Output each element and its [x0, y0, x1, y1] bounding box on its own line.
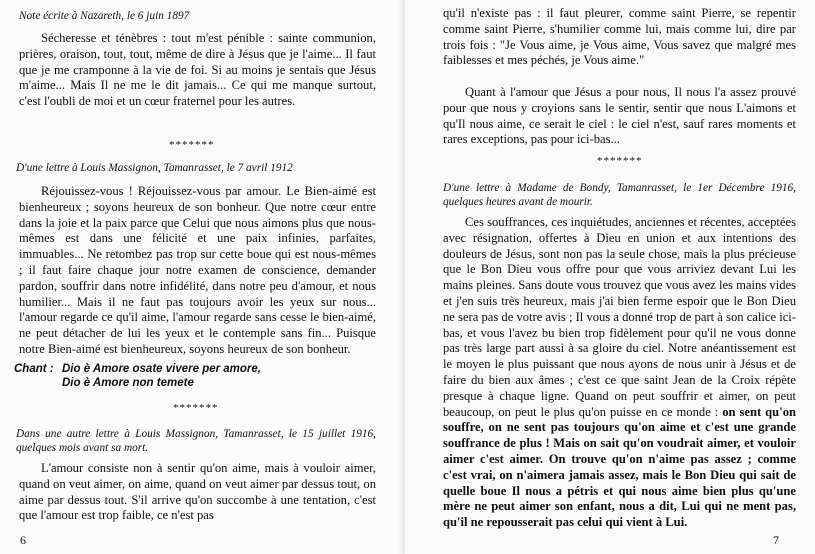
right-paragraph-2: Quant à l'amour que Jésus a pour nous, Il nous l'a assez prouvé pour que nous y croyions sans le sentir, sentir que nous L'aimons et qu'Il nous aime, ce serait le ciel : le ciel n'est, sauf rares moments et rares exceptions, pas pour ici-bas... [443, 85, 796, 147]
left-paragraph-3: L'amour consiste non à sentir qu'on aime, mais à vouloir aimer, quand on veut aimer, on aime, quand on veut aimer par dessus tout, on aime par dessus tout. S'il arrive qu'on succombe à une tentation, c'est que l'amour est trop faible, ce n'est pas [19, 461, 376, 523]
left-heading-2: D'une lettre à Louis Massignon, Tamanrasset, le 7 avril 1912 [16, 162, 293, 174]
right-separator: ******* [597, 155, 643, 167]
right-paragraph-3-text: Ces souffrances, ces inquiétudes, anciennes et récentes, acceptées avec résignation, offertes à Dieu en union et aux intentions des douleurs de Jésus, sont non pas la seule chose, mais la plus précieuse que le Bon Dieu vous offre pour que vous arriviez devant Lui les mains pleines. Sans doute vous trouvez que vous avez les mains vides et j'en suis très heureux, mais j'ai bien ferme espoir que le Bon Dieu ne sera pas de votre avis ; Il vous a donné trop de part à son calice ici-bas, et vous l'avez bu bien trop fidèlement pour qu'il ne vous donne pas très large part aussi à sa gloire du ciel. Notre anéantissement est le moyen le plus puissant que nous ayons de nous unir à Jésus et de faire du bien aux âmes ; c'est ce que saint Jean de la Croix répète presque à chaque ligne. Quand on peut souffrir et aimer, on peut beaucoup, on peut le plus qu'on puisse en ce monde : [443, 215, 796, 419]
right-heading: D'une lettre à Madame de Bondy, Tamanrasset, le 1er Décembre 1916, quelques heures avant de mourir. [443, 182, 796, 208]
right-page-number: 7 [773, 533, 779, 547]
left-paragraph-1: Sécheresse et ténèbres : tout m'est pénible : sainte communion, prières, oraison, tout, tout, même de dire à Jésus que je l'aime... Il faut que je me cramponne à la vie de foi. Si au moins je sentais que Jésus m'aime... Mais Il ne me le dit jamais... Ce qui me manque surtout, c'est l'oubli de moi et un cœur fraternel pour les autres. [19, 31, 376, 109]
left-page-number: 6 [20, 533, 26, 547]
left-page [0, 0, 405, 554]
right-page [405, 0, 815, 554]
chant-line-2: Dio è Amore non temete [62, 377, 194, 389]
right-paragraph-1: qu'il n'existe pas : il faut pleurer, comme saint Pierre, se repentir comme saint Pierre, s'humilier comme lui, mais comme lui, dire par trois fois : "Je Vous aime, je Vous aime, Vous savez que malgré mes faiblesses et mes péchés, je Vous aime." [443, 6, 796, 68]
left-heading-1: Note écrite à Nazareth, le 6 juin 1897 [19, 10, 190, 22]
right-paragraph-3-bold: on sent qu'on souffre, on ne sent pas toujours qu'on aime et c'est une grande souffrance de plus ! Mais on sait qu'on voudrait aimer, et vouloir aimer c'est aimer. On trouve qu'on n'aime pas assez ; comme c'est vrai, on n'aimera jamais assez, mais le Bon Dieu qui sait de quelle boue Il nous a pétris et qui nous aime bien plus qu'une mère ne peut aimer son enfant, nous a dit, Lui qui ne ment pas, qu'il ne repousserait pas celui qui vient à Lui. [443, 404, 796, 530]
chant-label: Chant : [14, 363, 54, 375]
right-paragraph-3 [443, 215, 796, 531]
left-paragraph-2: Réjouissez-vous ! Réjouissez-vous par amour. Le Bien-aimé est bienheureux ; soyons heureux de son bonheur. Que notre cœur entre dans la joie et la paix parce que Celui que nous aimons plus que nous-mêmes est dans une félicité et une paix infinies, parfaites, immuables... Ne retombez pas trop sur cette boue qui est nous-mêmes ; il faut faire chaque jour notre examen de conscience, demander pardon, souffrir dans notre infidélité, dans notre peu d'amour, et nous humilier... Mais il ne faut pas toujours avoir les yeux sur nous... l'amour regarde ce qu'il aime, l'amour regarde sans cesse le bien-aimé, ne peut détacher de lui les yeux et le contemple sans fin... Puisque notre Bien-aimé est bienheureux, soyons heureux de son bonheur. [19, 184, 376, 356]
left-heading-3: Dans une autre lettre à Louis Massignon, Tamanrasset, le 15 juillet 1916, quelques mois avant sa mort. [16, 428, 376, 454]
chant-line-1: Dio è Amore osate vivere per amore, [62, 363, 261, 375]
left-separator-2: ******* [173, 402, 219, 414]
left-separator-1: ******* [169, 139, 215, 151]
